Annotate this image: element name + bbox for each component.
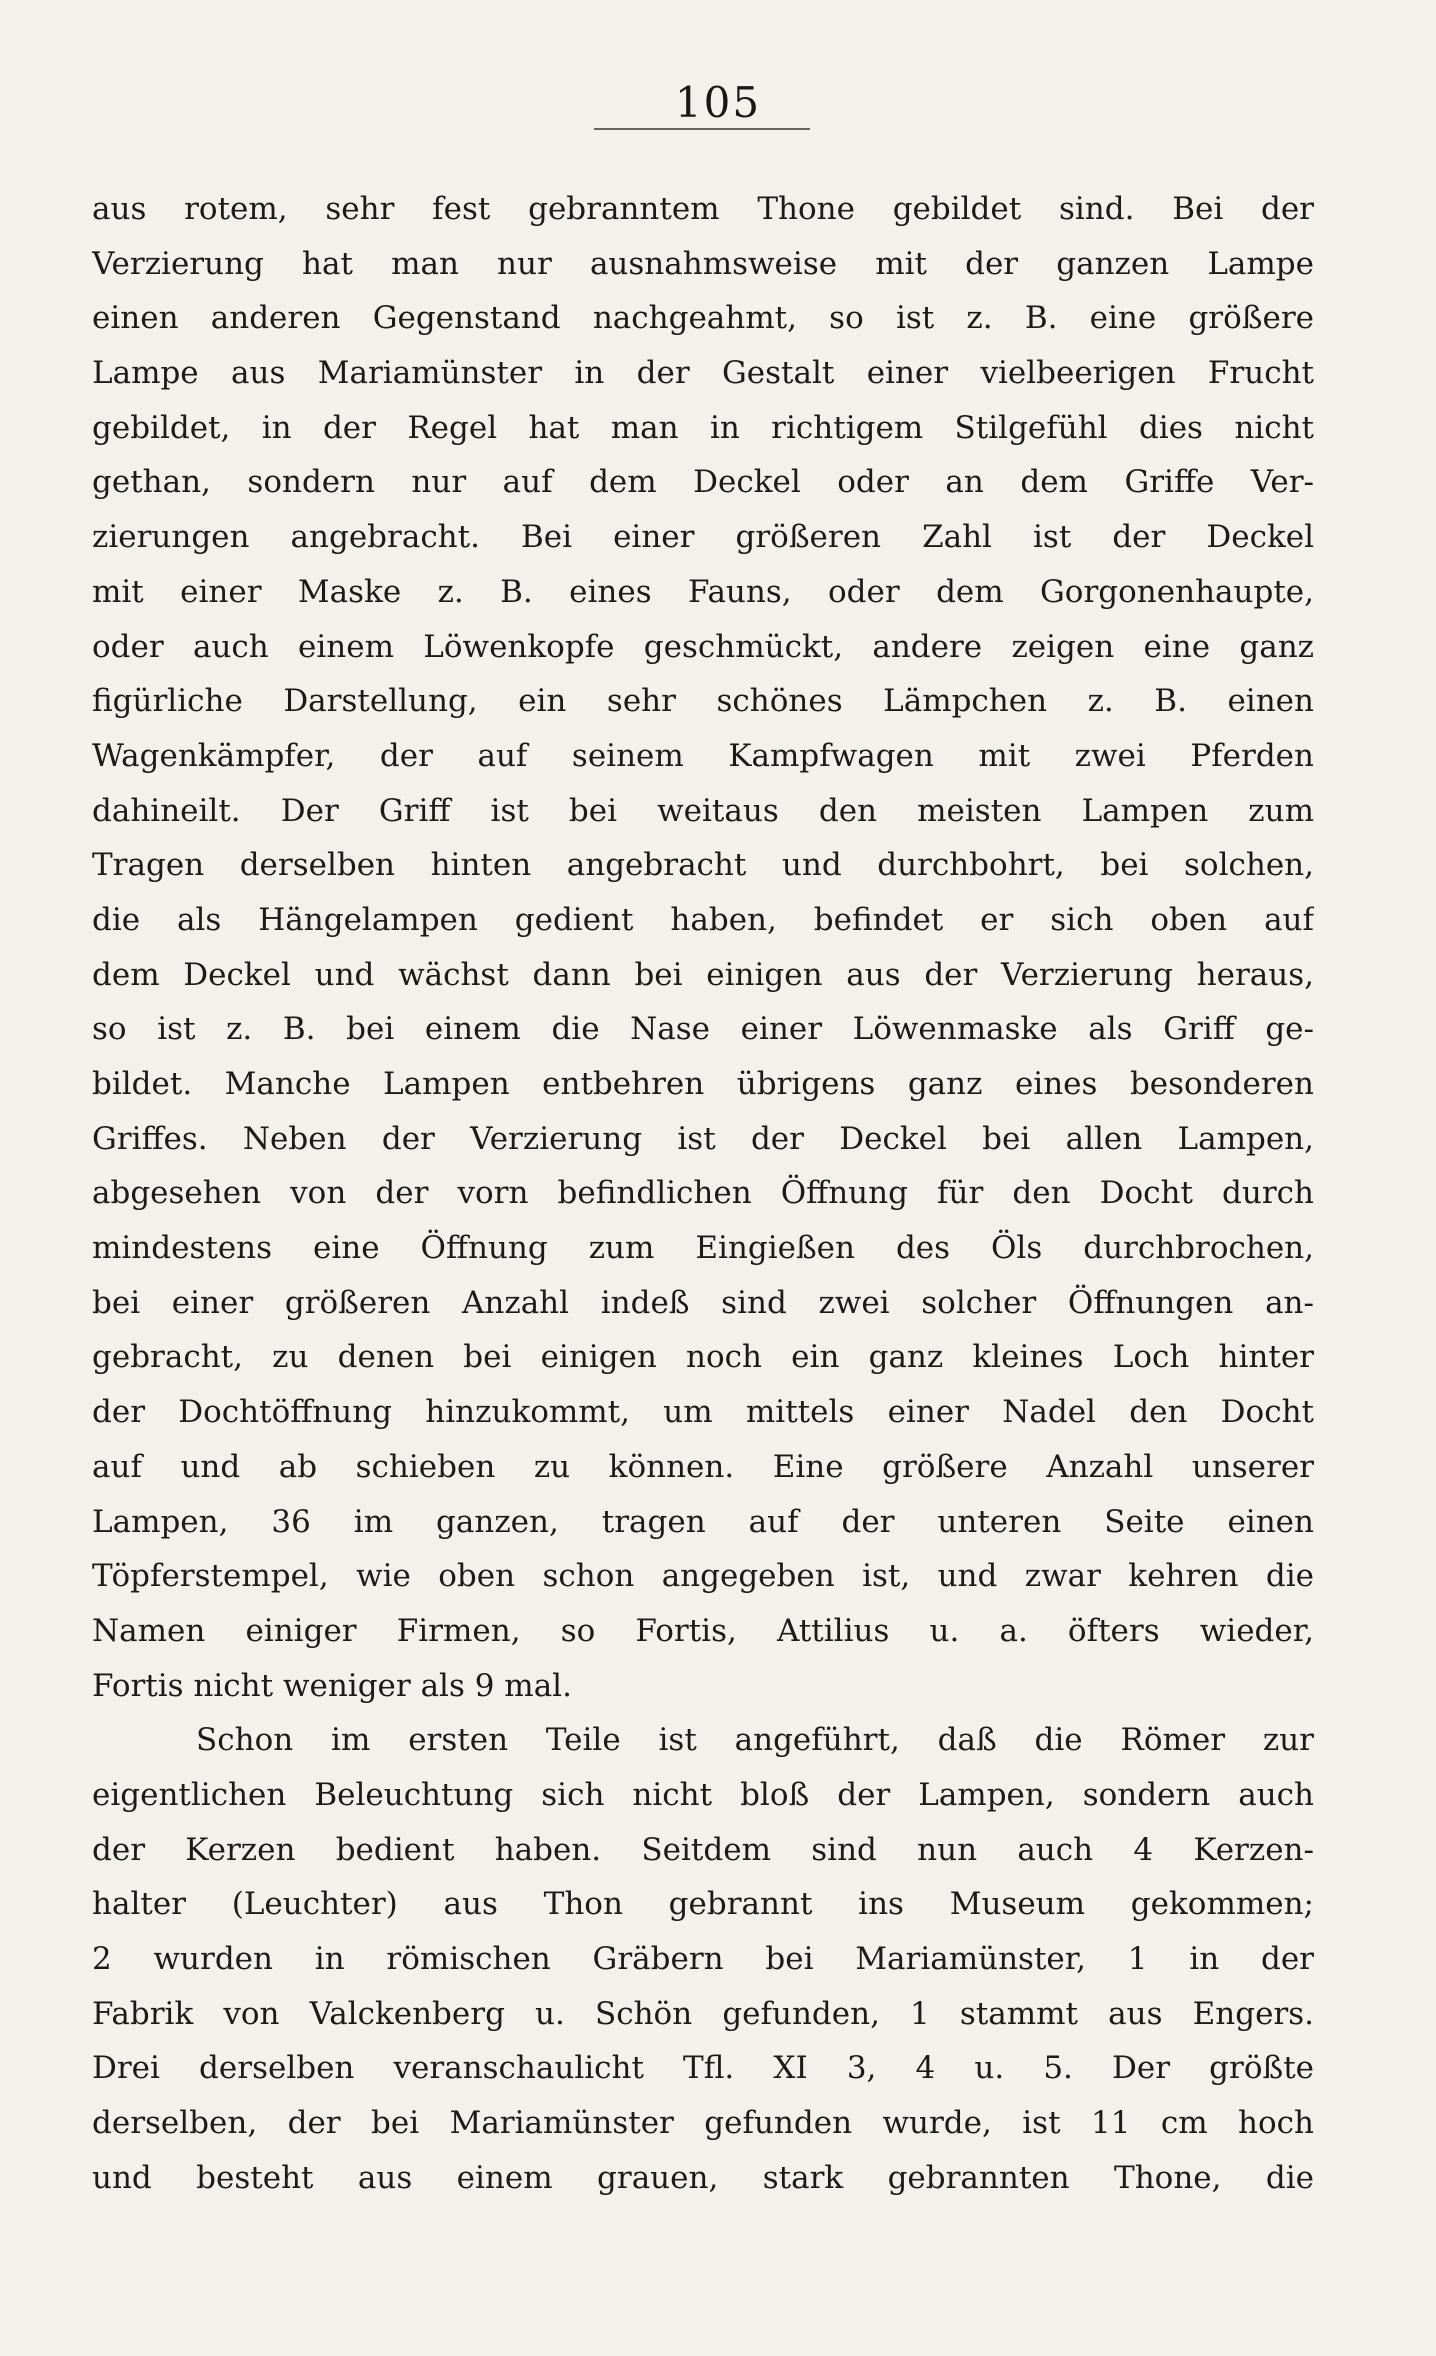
page-number-rule (594, 128, 810, 136)
text-line: figürliche Darstellung, ein sehr schönes Lämpchen z. B. einen (92, 683, 1314, 720)
text-line: Namen einiger Firmen, so Fortis, Attilius u. a. öfters wieder, (92, 1612, 1314, 1649)
text-line: bei einer größeren Anzahl indeß sind zwei solcher Öffnungen an- (92, 1284, 1314, 1321)
text-line: dem Deckel und wächst dann bei einigen aus der Verzierung heraus, (92, 956, 1314, 993)
text-line: oder auch einem Löwenkopfe geschmückt, andere zeigen eine ganz (92, 628, 1314, 665)
text-line: Verzierung hat man nur ausnahmsweise mit der ganzen Lampe (92, 245, 1314, 282)
text-line: dahineilt. Der Griff ist bei weitaus den meisten Lampen zum (92, 792, 1314, 829)
paragraph-start-line: Schon im ersten Teile ist angeführt, daß die Römer zur (196, 1722, 1314, 1759)
text-line: bildet. Manche Lampen entbehren übrigens ganz eines besonderen (92, 1066, 1314, 1102)
text-line: mindestens eine Öffnung zum Eingießen des Öls durchbrochen, (92, 1230, 1314, 1267)
text-line: zierungen angebracht. Bei einer größeren Zahl ist der Deckel (92, 519, 1314, 556)
text-line: so ist z. B. bei einem die Nase einer Löwenmaske als Griff ge- (92, 1011, 1314, 1048)
text-line: Drei derselben veranschaulicht Tfl. XI 3, 4 u. 5. Der größte (92, 2050, 1314, 2087)
text-line: der Kerzen bedient haben. Seitdem sind nun auch 4 Kerzen- (92, 1831, 1314, 1868)
page-number: 105 (674, 78, 762, 127)
text-line: eigentlichen Beleuchtung sich nicht bloß der Lampen, sondern auch (92, 1776, 1314, 1813)
body-text (92, 182, 1314, 2205)
text-line: derselben, der bei Mariamünster gefunden wurde, ist 11 cm hoch (92, 2105, 1314, 2142)
text-line: mit einer Maske z. B. eines Fauns, oder dem Gorgonenhaupte, (92, 573, 1314, 610)
text-line: auf und ab schieben zu können. Eine größere Anzahl unserer (92, 1448, 1314, 1485)
text-line: Fabrik von Valckenberg u. Schön gefunden, 1 stammt aus Engers. (92, 1995, 1314, 2032)
text-line: einen anderen Gegenstand nachgeahmt, so ist z. B. eine größere (92, 300, 1314, 337)
text-line: die als Hängelampen gedient haben, befindet er sich oben auf (92, 901, 1314, 938)
text-line: Tragen derselben hinten angebracht und durchbohrt, bei solchen, (92, 847, 1314, 884)
text-line: Griffes. Neben der Verzierung ist der Deckel bei allen Lampen, (92, 1120, 1314, 1157)
text-line: und besteht aus einem grauen, stark gebrannten Thone, die (92, 2159, 1314, 2196)
text-line: aus rotem, sehr fest gebranntem Thone gebildet sind. Bei der (92, 191, 1314, 227)
text-line: abgesehen von der vorn befindlichen Öffnung für den Docht durch (92, 1175, 1314, 1212)
text-line: Töpferstempel, wie oben schon angegeben ist, und zwar kehren die (92, 1558, 1314, 1595)
text-line: halter (Leuchter) aus Thon gebrannt ins Museum gekommen; (92, 1886, 1314, 1923)
text-line: gebracht, zu denen bei einigen noch ein ganz kleines Loch hinter (92, 1339, 1314, 1376)
text-line: Lampe aus Mariamünster in der Gestalt einer vielbeerigen Frucht (92, 355, 1314, 392)
text-line: der Dochtöffnung hinzukommt, um mittels einer Nadel den Docht (92, 1394, 1314, 1431)
text-line: Lampen, 36 im ganzen, tragen auf der unteren Seite einen (92, 1503, 1314, 1540)
text-line: Wagenkämpfer, der auf seinem Kampfwagen mit zwei Pferden (92, 737, 1314, 774)
paragraph-end-line: Fortis nicht weniger als 9 mal. (92, 1667, 572, 1704)
text-line: gebildet, in der Regel hat man in richtigem Stilgefühl dies nicht (92, 409, 1314, 446)
text-line: 2 wurden in römischen Gräbern bei Mariamünster, 1 in der (92, 1941, 1314, 1977)
text-line: gethan, sondern nur auf dem Deckel oder an dem Griffe Ver- (92, 464, 1314, 501)
